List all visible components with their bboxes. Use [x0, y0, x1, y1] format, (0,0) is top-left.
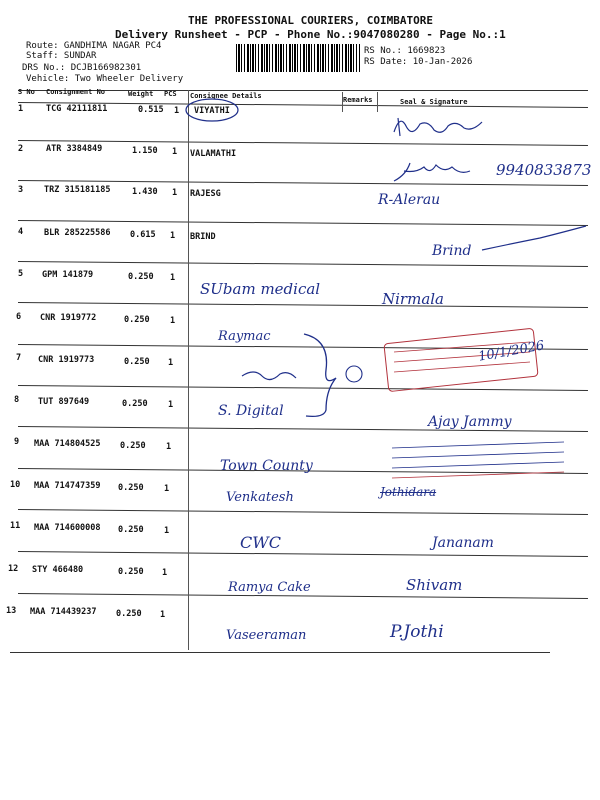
row-4-sno: 4	[18, 227, 24, 237]
row-4-consignment: BLR 285225586	[44, 228, 111, 238]
col-header-consignee: Consignee Details	[190, 92, 262, 100]
row-12-signature: Shivam	[406, 576, 463, 594]
row-2-phone: 9940833873	[496, 161, 592, 179]
row-2-weight: 1.150	[132, 146, 158, 156]
rs-date: RS Date: 10-Jan-2026	[364, 57, 473, 67]
col-header-weight: Weight	[128, 90, 154, 98]
row-7-pcs: 1	[168, 358, 174, 368]
row-10-consignee-2: Venkatesh	[226, 490, 294, 505]
row-8-weight: 0.250	[122, 399, 148, 409]
col-header-consignment: Consignment No	[46, 88, 106, 96]
row-4-signature: Brind	[432, 243, 472, 259]
col-header-pcs: PCS	[164, 90, 177, 98]
company-title: THE PROFESSIONAL COURIERS, COIMBATORE	[188, 14, 434, 27]
row-3-signature: R-Alerau	[378, 192, 441, 208]
row-9-sno: 9	[14, 437, 20, 447]
row-9-pcs: 1	[166, 442, 172, 452]
company-seal-stamp	[384, 326, 544, 390]
row-7-mark	[240, 366, 300, 386]
row-13-sno: 13	[6, 606, 17, 616]
row-8-pcs: 1	[168, 400, 174, 410]
row-6-consignment: CNR 1919772	[40, 313, 97, 323]
row-5-sno: 5	[18, 269, 24, 279]
row-5-consignee: SUbam medical	[200, 280, 321, 298]
row-5-weight: 0.250	[128, 272, 154, 282]
row-8-consignment: TUT 897649	[38, 397, 90, 407]
row-4-consignee: BRIND	[190, 232, 216, 242]
row-11-consignment: MAA 714600008	[34, 523, 101, 533]
col-header-sno: S No	[18, 88, 35, 96]
row-2-signature	[390, 155, 480, 190]
row-rule	[18, 261, 588, 267]
row-3-consignee: RAJESG	[190, 189, 221, 199]
rs-number: RS No.: 1669823	[364, 46, 446, 56]
row-10-weight: 0.250	[118, 483, 144, 493]
row-3-weight: 1.430	[132, 187, 158, 197]
row-6-consignee: Raymac	[218, 329, 271, 344]
row-9-seal-stamp	[384, 440, 574, 496]
runsheet-title: Delivery Runsheet - PCP - Phone No.:9047080280 - Page No.:1	[115, 28, 506, 41]
row-rule	[18, 140, 588, 146]
row-6-sno: 6	[16, 312, 22, 322]
row-4-pcs: 1	[170, 231, 176, 241]
row-13-signature: P.Jothi	[390, 622, 444, 642]
row-1-consignment: TCG 42111811	[46, 104, 108, 114]
row-11-weight: 0.250	[118, 525, 144, 535]
row-10-signature: Jothidara	[380, 485, 437, 499]
row-13-consignment: MAA 714439237	[30, 607, 97, 617]
row-12-consignee: Ramya Cake	[228, 580, 311, 595]
row-6-weight: 0.250	[124, 315, 150, 325]
row-2-sno: 2	[18, 144, 24, 154]
row-10-consignment: MAA 714747359	[34, 481, 101, 491]
row-12-weight: 0.250	[118, 567, 144, 577]
column-separator	[377, 92, 378, 112]
row-11-sno: 11	[10, 521, 21, 531]
row-2-consignee: VALAMATHI	[190, 149, 237, 159]
row-10-sno: 10	[10, 480, 21, 490]
vehicle-label: Vehicle: Two Wheeler Delivery	[26, 74, 184, 84]
row-3-sno: 3	[18, 185, 24, 195]
viyathi-circle	[186, 96, 246, 126]
barcode	[236, 44, 360, 72]
row-12-consignment: STY 466480	[32, 565, 84, 575]
row-9-weight: 0.250	[120, 441, 146, 451]
row-4-signature-flourish	[480, 220, 590, 260]
row-8-consignee: S. Digital	[218, 403, 284, 419]
row-11-signature: Jananam	[432, 535, 494, 551]
bracket-mark	[300, 330, 370, 420]
column-separator	[188, 90, 189, 650]
row-2-pcs: 1	[172, 147, 178, 157]
row-11-pcs: 1	[164, 526, 170, 536]
row-rule	[18, 509, 588, 515]
row-9-consignment: MAA 714804525	[34, 439, 101, 449]
col-header-remarks: Remarks	[343, 96, 373, 104]
route-label: Route: GANDHIMA NAGAR PC4	[26, 41, 162, 51]
row-13-pcs: 1	[160, 610, 166, 620]
row-7-sno: 7	[16, 353, 22, 363]
row-1-consignee: VIYATHI	[194, 106, 230, 116]
row-12-pcs: 1	[162, 568, 168, 578]
row-9-signature: Ajay Jammy	[428, 414, 512, 430]
row-rule	[18, 551, 588, 557]
row-12-sno: 12	[8, 564, 19, 574]
row-7-weight: 0.250	[124, 357, 150, 367]
row-7-consignment: CNR 1919773	[38, 355, 95, 365]
row-5-pcs: 1	[170, 273, 176, 283]
row-5-consignment: GPM 141879	[42, 270, 94, 280]
row-5-signature: Nirmala	[382, 290, 444, 308]
seal-date: 10/1/2026	[477, 338, 546, 365]
row-10-consignee: Town County	[220, 458, 313, 474]
row-3-pcs: 1	[172, 188, 178, 198]
row-3-consignment: TRZ 315181185	[44, 185, 111, 195]
row-6-pcs: 1	[170, 316, 176, 326]
row-8-sno: 8	[14, 395, 20, 405]
staff-label: Staff: SUNDAR	[26, 51, 97, 61]
col-header-seal: Seal & Signature	[400, 98, 468, 106]
row-1-pcs: 1	[174, 106, 180, 116]
row-11-consignee: CWC	[240, 533, 281, 552]
row-1-sno: 1	[18, 104, 24, 114]
row-13-weight: 0.250	[116, 609, 142, 619]
row-1-signature	[390, 112, 490, 147]
row-13-consignee: Vaseeraman	[226, 628, 307, 643]
row-1-weight: 0.515	[138, 105, 164, 115]
table-bottom-rule	[10, 652, 550, 653]
column-separator	[342, 92, 343, 112]
row-4-weight: 0.615	[130, 230, 156, 240]
drs-number: DRS No.: DCJB166982301	[22, 63, 142, 73]
row-rule	[18, 302, 588, 308]
row-10-pcs: 1	[164, 484, 170, 494]
row-2-consignment: ATR 3384849	[46, 144, 103, 154]
